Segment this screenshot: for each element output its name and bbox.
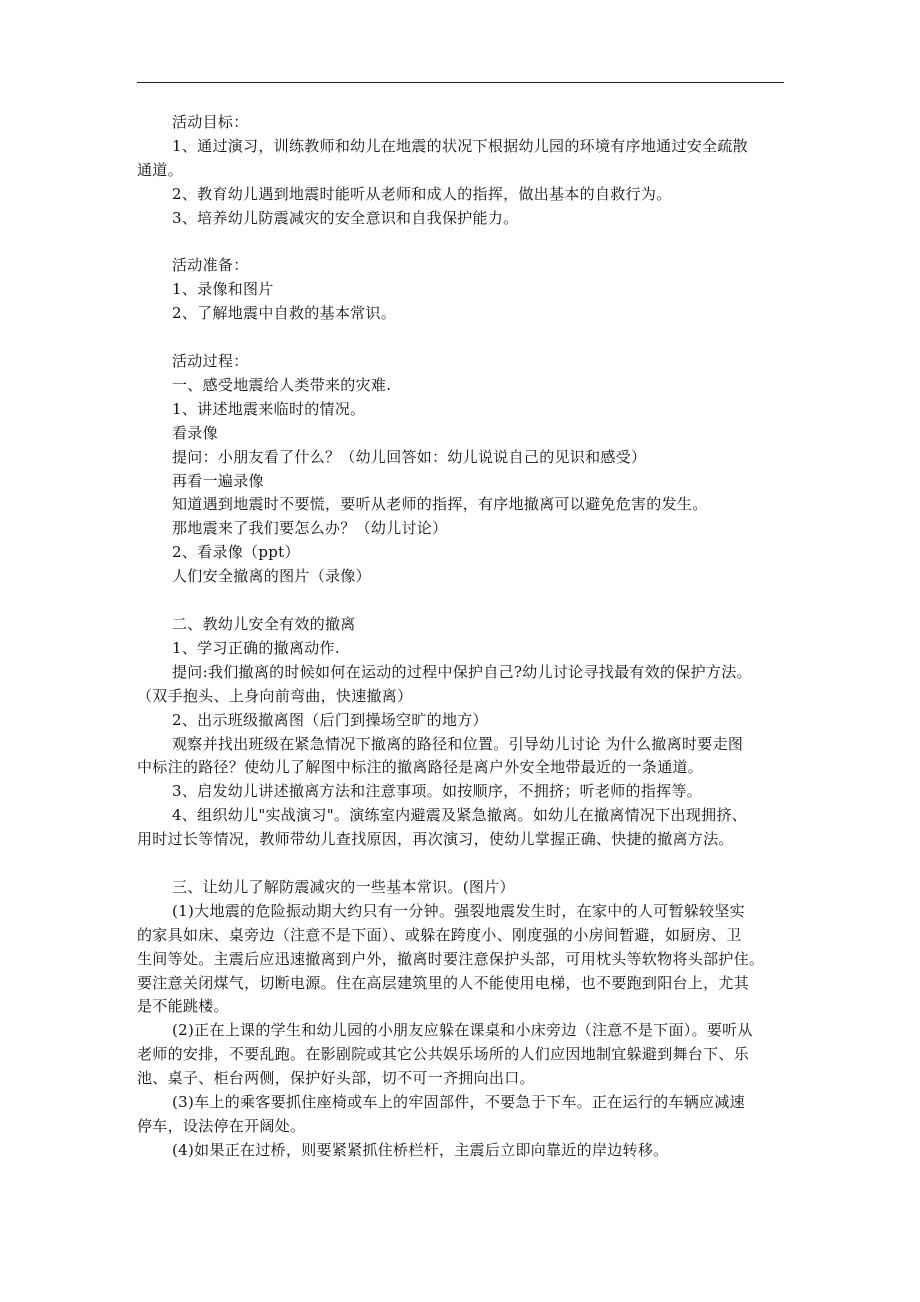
part1-line: 2、看录像（ppt） — [172, 543, 300, 562]
part2-line: （双手抱头、上身向前弯曲，快速撤离） — [137, 686, 413, 705]
part1-title: 一、感受地震给人类带来的灾难. — [172, 375, 392, 394]
part3-title: 三、让幼儿了解防震减灾的一些基本常识。(图片） — [172, 877, 515, 896]
part1-line: 人们安全撤离的图片（录像） — [172, 567, 371, 586]
part2-line: 1、学习正确的撤离动作. — [172, 638, 340, 657]
objective-item-1-cont: 通道。 — [137, 160, 183, 179]
part3-paragraph-2-cont: 老师的安排，不要乱跑。在影剧院或其它公共娱乐场所的人们应因地制宜躲避到舞台下、乐 — [137, 1045, 750, 1064]
preparation-item-1: 1、录像和图片 — [172, 280, 274, 299]
part3-paragraph-4: (4)如果正在过桥，则要紧紧抓住桥栏杆，主震后立即向靠近的岸边转移。 — [172, 1140, 669, 1159]
preparation-item-2: 2、了解地震中自救的基本常识。 — [172, 304, 397, 323]
objectives-heading: 活动目标： — [172, 113, 249, 131]
part3-paragraph-2-cont: 池、桌子、柜台两侧，保护好头部，切不可一齐拥向出口。 — [137, 1069, 535, 1088]
objective-item-2: 2、教育幼儿遇到地震时能听从老师和成人的指挥，做出基本的自救行为。 — [172, 184, 672, 203]
part2-line: 中标注的路径？使幼儿了解图中标注的撤离路径是离户外安全地带最近的一条通道。 — [137, 758, 704, 777]
part2-line: 4、组织幼儿"实战演习"。演练室内避震及紧急撤离。如幼儿在撤离情况下出现拥挤、 — [172, 806, 748, 825]
part2-line: 用时过长等情况，教师带幼儿查找原因，再次演习，使幼儿掌握正确、快捷的撤离方法。 — [137, 830, 734, 849]
part1-line: 提问：小朋友看了什么？（幼儿回答如：幼儿说说自己的见识和感受） — [172, 447, 647, 466]
part3-paragraph-2: (2)正在上课的学生和幼儿园的小朋友应躲在课桌和小床旁边（注意不是下面）。要听从 — [172, 1021, 753, 1040]
part1-line: 那地震来了我们要怎么办？（幼儿讨论） — [172, 519, 448, 538]
part2-line: 2、出示班级撤离图（后门到操场空旷的地方） — [172, 710, 488, 729]
document-body — [137, 111, 784, 1163]
part2-line: 3、启发幼儿讲述撤离方法和注意事项。如按顺序，不拥挤；听老师的指挥等。 — [172, 782, 703, 801]
part2-line: 观察并找出班级在紧急情况下撤离的路径和位置。引导幼儿讨论 为什么撤离时要走图 — [172, 734, 744, 753]
part2-line: 提问:我们撤离的时候如何在运动的过程中保护自己?幼儿讨论寻找最有效的保护方法。 — [172, 662, 752, 681]
objective-item-1: 1、通过演习，训练教师和幼儿在地震的状况下根据幼儿园的环境有序地通过安全疏散 — [172, 136, 748, 155]
part1-line: 再看一遍录像 — [172, 471, 264, 490]
preparation-heading: 活动准备： — [172, 256, 249, 275]
part3-paragraph-1-cont: 是不能跳楼。 — [137, 997, 229, 1016]
part1-line: 知道遇到地震时不要慌，要听从老师的指挥，有序地撤离可以避免危害的发生。 — [172, 495, 708, 514]
part1-line: 1、讲述地震来临时的情况。 — [172, 399, 366, 418]
part2-title: 二、教幼儿安全有效的撤离 — [172, 614, 356, 633]
part3-paragraph-1-cont: 要注意关闭煤气，切断电源。住在高层建筑里的人不能使用电梯，也不要跑到阳台上，尤其 — [137, 973, 750, 992]
part3-paragraph-3-cont: 停车，设法停在开阔处。 — [137, 1117, 306, 1135]
process-heading: 活动过程： — [172, 352, 249, 371]
part3-paragraph-3: (3)车上的乘客要抓住座椅或车上的牢固部件，不要急于下车。正在运行的车辆应减速 — [172, 1093, 745, 1112]
objective-item-3: 3、培养幼儿防震减灾的安全意识和自我保护能力。 — [172, 208, 519, 227]
header-rule — [137, 82, 784, 83]
part1-line: 看录像 — [172, 423, 218, 442]
part3-paragraph-1-cont: 生间等处。主震后应迅速撤离到户外，撤离时要注意保护头部，可用枕头等软物将头部护住。 — [137, 949, 765, 968]
part3-paragraph-1-cont: 的家具如床、桌旁边（注意不是下面）、或躲在跨度小、刚度强的小房间暂避，如厨房、卫 — [137, 925, 742, 944]
part3-paragraph-1: (1)大地震的危险振动期大约只有一分钟。强裂地震发生时，在家中的人可暂躲较坚实 — [172, 901, 745, 920]
